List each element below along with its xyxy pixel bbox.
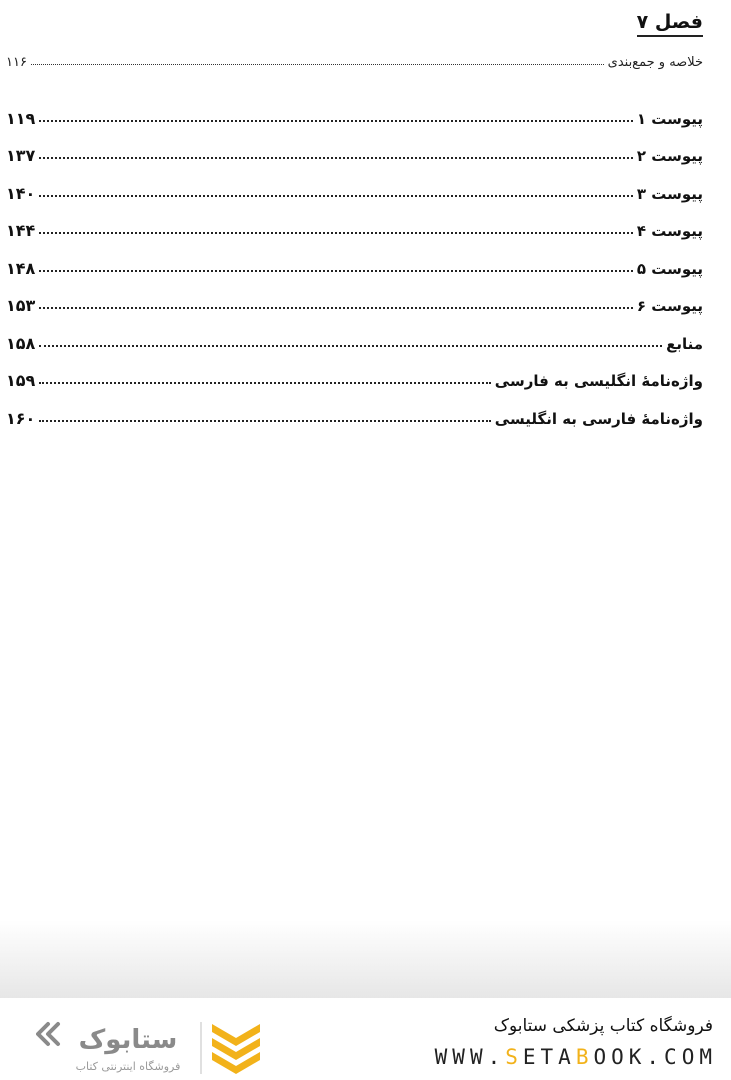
toc-entry[interactable] (6, 240, 703, 278)
toc-entry[interactable] (6, 128, 703, 166)
toc-entry-title: منابع (666, 334, 703, 353)
url-highlight: S (505, 1045, 523, 1069)
toc-entry[interactable] (6, 90, 703, 128)
url-highlight: B (575, 1045, 594, 1069)
toc-entry-page: ۱۴۰ (6, 183, 36, 203)
url-part: ETA (522, 1045, 576, 1069)
store-url[interactable] (435, 1045, 717, 1069)
toc-entry-title: پیوست ۶ (636, 297, 703, 315)
setabook-logo[interactable] (36, 1018, 286, 1078)
toc-entry-page: ۱۵۸ (6, 333, 36, 353)
toc-entry[interactable] (6, 353, 703, 391)
dot-leader (39, 195, 633, 197)
toc-entry-title: واژه‌نامهٔ فارسی به انگلیسی (494, 409, 703, 428)
toc-entry[interactable] (6, 165, 703, 203)
toc-entry-page: ۱۳۷ (6, 146, 36, 165)
store-footer-banner[interactable] (0, 998, 731, 1080)
toc-entry-title: پیوست ۴ (636, 222, 703, 240)
dot-leader (39, 382, 491, 384)
toc-entry-page: ۱۴۸ (6, 258, 36, 278)
table-of-contents (6, 90, 703, 428)
dot-leader (39, 345, 662, 347)
toc-entry-page: ۱۱۹ (6, 108, 36, 128)
url-part: OOK.COM (593, 1045, 717, 1069)
dot-leader (39, 232, 633, 234)
dot-leader (39, 307, 633, 309)
toc-sub-entry[interactable] (6, 48, 703, 70)
toc-entry[interactable] (6, 203, 703, 241)
logo-tagline: فروشگاه اینترنتی کتاب (75, 1060, 181, 1073)
toc-sub-entry-page: ۱۱۶ (6, 55, 27, 70)
dot-leader (39, 270, 633, 272)
toc-entry-title: واژه‌نامهٔ انگلیسی به فارسی (494, 372, 703, 390)
toc-entry-title: پیوست ۲ (636, 147, 703, 165)
chevron-arrows-icon (38, 1024, 58, 1044)
chapter-title: فصل ۷ (637, 10, 703, 37)
dot-leader (39, 120, 633, 122)
toc-entry-page: ۱۴۴ (6, 221, 36, 240)
layered-chevron-icon (212, 1024, 260, 1074)
toc-entry[interactable] (6, 390, 703, 428)
url-part: WWW. (434, 1045, 506, 1069)
toc-entry-page: ۱۵۳ (6, 296, 36, 315)
toc-entry-page: ۱۶۰ (6, 408, 36, 428)
toc-entry-title: پیوست ۱ (636, 109, 703, 128)
toc-sub-entry-title: خلاصه و جمع‌بندی (607, 55, 703, 70)
toc-entry-title: پیوست ۳ (636, 184, 703, 203)
page-bottom-shadow (0, 920, 731, 1000)
toc-entry[interactable] (6, 278, 703, 316)
toc-entry-title: پیوست ۵ (636, 259, 703, 278)
dot-leader (31, 64, 604, 65)
store-name: فروشگاه کتاب پزشکی ستابوک (493, 1016, 713, 1036)
toc-entry-page: ۱۵۹ (6, 371, 36, 390)
logo-wordmark: ستابوک (78, 1025, 178, 1055)
dot-leader (39, 157, 633, 159)
dot-leader (39, 420, 491, 422)
toc-entry[interactable] (6, 315, 703, 353)
